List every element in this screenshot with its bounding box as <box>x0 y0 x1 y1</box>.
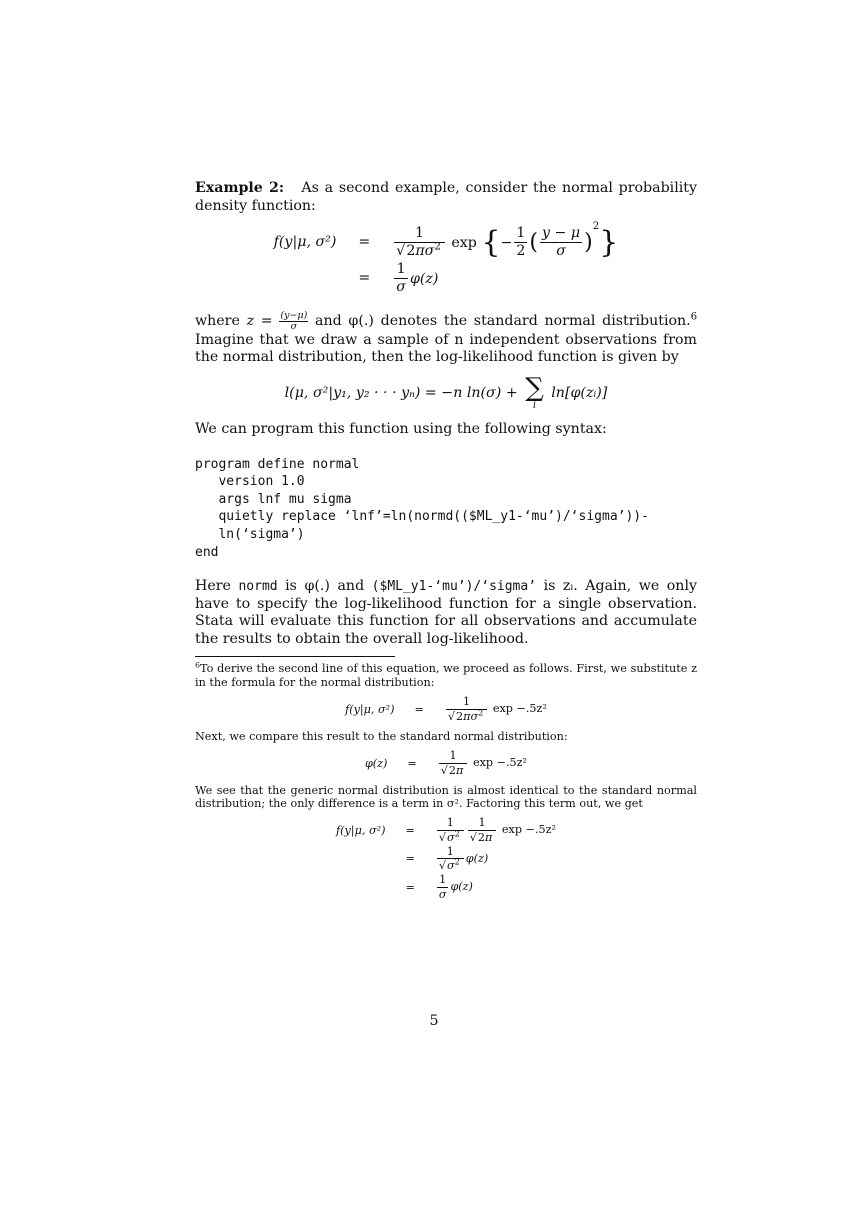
eq1-rhs-1: $\frac{1}{√2\pi\sigma^2}$ exp {− $\frac{1}{2}$ ( $\frac{y - \mu}{\sigma}$ )$^2$} <box>396 221 619 261</box>
example-heading: Example 2: <box>195 180 285 196</box>
code-line: args lnf mu sigma <box>195 491 352 507</box>
page-number: 5 <box>429 1013 439 1029</box>
code-line: end <box>195 544 219 560</box>
eq1-equals-1: = <box>358 234 371 251</box>
code-line: quietly replace ‘lnf’=ln(normd(($ML_y1-‘mu’)/‘sigma’))- <box>195 509 649 525</box>
summation-symbol: ∑ i <box>525 372 544 411</box>
code-line: program define normal <box>195 456 360 472</box>
footnote-eq-c: f(y|μ, σ²) = $\frac{1}{√\sigma^2}$ $\frac{1}{√2\pi}$ exp −.5z² = $\frac{1}{√\sigma^2}$ φ(z) = $\frac{1}{\sigma}$ φ(z) <box>335 816 556 901</box>
footnote-rule <box>195 656 395 657</box>
eq1-fraction: $\frac{1}{√2\pi\sigma^2}$ <box>394 225 445 261</box>
explanation-paragraph: Here normd is φ(.) and ($ML_y1-‘mu’)/‘sigma’ is zᵢ. Again, we only have to specify the log-likelihood function for a single observation. Stata will evaluate this function for all observations and accumulate the results to obtain the overall log-likelihood. <box>195 578 697 647</box>
eq1-lhs: f(y|μ, σ²) <box>273 234 337 251</box>
example-intro: As a second example, consider the normal probability density function: <box>195 180 697 214</box>
equation-normal-density <box>266 221 627 297</box>
footnote-eq-a: f(y|μ, σ²) = $\frac{1}{√2\pi\sigma^2}$ exp −.5z² <box>345 695 547 723</box>
footnote-eq-b: φ(z) = $\frac{1}{√2\pi}$ exp −.5z² <box>364 749 528 777</box>
code-line: version 1.0 <box>195 474 305 490</box>
footnote <box>195 662 697 901</box>
code-line: ln(‘sigma’) <box>195 526 305 542</box>
syntax-intro: We can program this function using the following syntax: <box>195 420 607 437</box>
footnote-p3: We see that the generic normal distribution is almost identical to the standard normal distribution; the only difference is a term in σ². Factoring this term out, we get <box>195 783 697 810</box>
page-body <box>195 180 697 902</box>
footnote-p1: $^6$To derive the second line of this equation, we proceed as follows. First, we substitute z in the formula for the normal distribution: <box>195 660 697 689</box>
footnote-marker: 6 <box>690 311 698 323</box>
example-paragraph <box>195 180 697 215</box>
code-block <box>195 456 697 562</box>
z-fraction: $\frac{(y-\mu)}{\sigma}$ <box>280 309 308 332</box>
code-zexpr: ($ML_y1-‘mu’)/‘sigma’ <box>371 579 537 595</box>
code-normd: normd <box>238 579 278 595</box>
eq1-rhs-2: $\frac{1}{\sigma}$ φ(z) <box>396 260 439 295</box>
eq1-exp: exp <box>451 235 477 252</box>
eq1-equals-2: = <box>358 270 371 287</box>
footnote-p2: Next, we compare this result to the standard normal distribution: <box>195 729 568 743</box>
equation-log-likelihood: l(μ, σ²|y₁, y₂ · · · yₙ) = −n ln(σ) + ∑ i ln[φ(zᵢ)] <box>284 372 608 411</box>
definition-paragraph: where z = $\frac{(y-\mu)}{\sigma}$ and φ(.) denotes the standard normal distribution.$^6$ Imagine that we draw a sample of n independent observations from the normal distribution, then the log-likelihood function is given by <box>195 309 698 366</box>
